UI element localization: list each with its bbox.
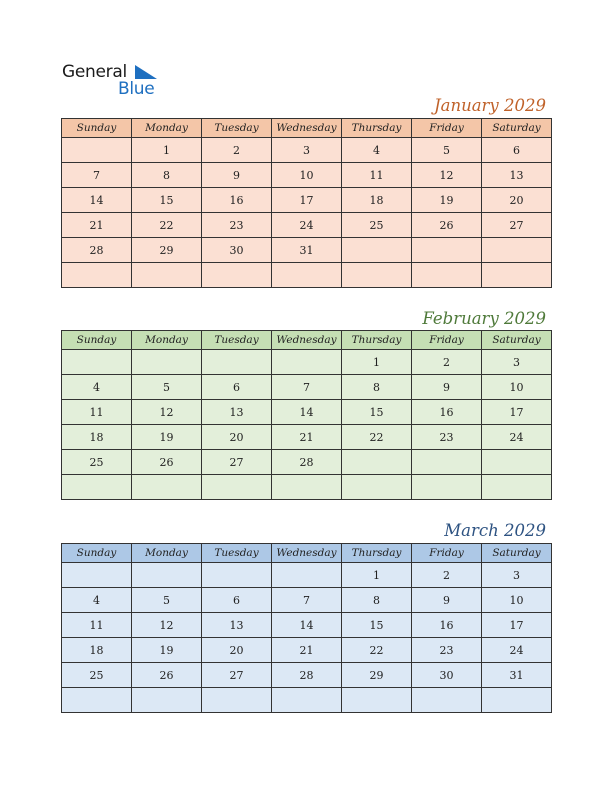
day-cell: 14 <box>272 400 342 425</box>
weekday-header: Sunday <box>62 119 132 138</box>
day-cell: 19 <box>412 188 482 213</box>
day-cell <box>132 475 202 500</box>
day-cell <box>272 263 342 288</box>
day-cell <box>412 263 482 288</box>
day-cell: 1 <box>342 563 412 588</box>
day-cell: 6 <box>482 138 552 163</box>
day-cell <box>202 688 272 713</box>
weekday-header: Saturday <box>482 544 552 563</box>
day-cell: 27 <box>202 663 272 688</box>
day-cell: 1 <box>342 350 412 375</box>
weekday-header: Friday <box>412 119 482 138</box>
day-cell: 22 <box>342 638 412 663</box>
day-cell: 5 <box>132 588 202 613</box>
week-row <box>62 163 552 188</box>
day-cell: 31 <box>272 238 342 263</box>
day-cell: 26 <box>132 450 202 475</box>
day-cell <box>272 563 342 588</box>
day-cell: 14 <box>62 188 132 213</box>
week-row <box>62 375 552 400</box>
weekday-header: Thursday <box>342 544 412 563</box>
day-cell: 10 <box>272 163 342 188</box>
weekday-header: Tuesday <box>202 331 272 350</box>
day-cell: 11 <box>342 163 412 188</box>
day-cell: 12 <box>132 613 202 638</box>
day-cell: 19 <box>132 638 202 663</box>
day-cell: 24 <box>482 425 552 450</box>
weekday-header: Thursday <box>342 119 412 138</box>
day-cell: 16 <box>202 188 272 213</box>
day-cell: 16 <box>412 613 482 638</box>
week-row <box>62 663 552 688</box>
weekday-header-row <box>62 544 552 563</box>
day-cell: 2 <box>412 563 482 588</box>
day-cell <box>62 475 132 500</box>
week-row <box>62 425 552 450</box>
day-cell: 22 <box>342 425 412 450</box>
day-cell: 12 <box>132 400 202 425</box>
weekday-header: Saturday <box>482 119 552 138</box>
day-cell <box>482 688 552 713</box>
weekday-header: Monday <box>132 119 202 138</box>
day-cell: 13 <box>202 613 272 638</box>
day-cell: 8 <box>342 375 412 400</box>
day-cell: 26 <box>412 213 482 238</box>
day-cell: 6 <box>202 375 272 400</box>
day-cell <box>412 238 482 263</box>
weekday-header-row <box>62 331 552 350</box>
day-cell: 12 <box>412 163 482 188</box>
weekday-header: Tuesday <box>202 119 272 138</box>
day-cell <box>272 475 342 500</box>
day-cell <box>482 238 552 263</box>
logo <box>62 62 162 100</box>
day-cell <box>342 475 412 500</box>
day-cell: 20 <box>202 425 272 450</box>
day-cell: 25 <box>62 450 132 475</box>
day-cell: 17 <box>272 188 342 213</box>
day-cell: 15 <box>132 188 202 213</box>
weekday-header: Thursday <box>342 331 412 350</box>
day-cell: 13 <box>482 163 552 188</box>
day-cell: 3 <box>482 350 552 375</box>
day-cell: 18 <box>62 425 132 450</box>
weekday-header-row <box>62 119 552 138</box>
day-cell: 23 <box>412 638 482 663</box>
day-cell <box>412 450 482 475</box>
day-cell: 28 <box>272 450 342 475</box>
logo-text-blue: Blue <box>118 79 155 99</box>
day-cell: 2 <box>412 350 482 375</box>
day-cell: 30 <box>202 238 272 263</box>
day-cell: 10 <box>482 375 552 400</box>
day-cell: 17 <box>482 400 552 425</box>
week-row <box>62 475 552 500</box>
weekday-header: Monday <box>132 331 202 350</box>
day-cell <box>62 350 132 375</box>
day-cell <box>62 688 132 713</box>
day-cell <box>342 688 412 713</box>
week-row <box>62 613 552 638</box>
weekday-header: Wednesday <box>272 119 342 138</box>
day-cell: 21 <box>272 425 342 450</box>
day-cell: 26 <box>132 663 202 688</box>
day-cell: 4 <box>62 588 132 613</box>
day-cell <box>202 350 272 375</box>
day-cell: 29 <box>132 238 202 263</box>
day-cell: 5 <box>412 138 482 163</box>
day-cell: 7 <box>272 375 342 400</box>
day-cell: 11 <box>62 400 132 425</box>
day-cell <box>202 475 272 500</box>
day-cell: 2 <box>202 138 272 163</box>
weekday-header: Tuesday <box>202 544 272 563</box>
day-cell <box>132 688 202 713</box>
day-cell <box>482 450 552 475</box>
day-cell: 7 <box>272 588 342 613</box>
day-cell: 3 <box>482 563 552 588</box>
day-cell: 28 <box>62 238 132 263</box>
day-cell: 19 <box>132 425 202 450</box>
day-cell <box>342 263 412 288</box>
day-cell <box>132 263 202 288</box>
weekday-header: Sunday <box>62 544 132 563</box>
calendar-table <box>61 330 552 500</box>
day-cell: 17 <box>482 613 552 638</box>
day-cell <box>272 688 342 713</box>
weekday-header: Friday <box>412 331 482 350</box>
day-cell: 9 <box>412 375 482 400</box>
day-cell <box>482 475 552 500</box>
day-cell: 15 <box>342 613 412 638</box>
day-cell: 4 <box>62 375 132 400</box>
month-title: January 2029 <box>434 96 546 115</box>
day-cell: 24 <box>482 638 552 663</box>
day-cell: 7 <box>62 163 132 188</box>
day-cell: 8 <box>132 163 202 188</box>
day-cell <box>62 263 132 288</box>
day-cell <box>482 263 552 288</box>
day-cell: 30 <box>412 663 482 688</box>
day-cell <box>202 263 272 288</box>
day-cell: 4 <box>342 138 412 163</box>
week-row <box>62 263 552 288</box>
week-row <box>62 688 552 713</box>
week-row <box>62 450 552 475</box>
week-row <box>62 638 552 663</box>
day-cell: 27 <box>202 450 272 475</box>
day-cell: 25 <box>342 213 412 238</box>
day-cell: 22 <box>132 213 202 238</box>
day-cell: 29 <box>342 663 412 688</box>
calendar-table <box>61 118 552 288</box>
day-cell: 5 <box>132 375 202 400</box>
calendar-table <box>61 543 552 713</box>
day-cell: 23 <box>412 425 482 450</box>
day-cell <box>202 563 272 588</box>
weekday-header: Saturday <box>482 331 552 350</box>
week-row <box>62 400 552 425</box>
day-cell: 1 <box>132 138 202 163</box>
logo-text-general: General <box>62 62 127 82</box>
weekday-header: Friday <box>412 544 482 563</box>
day-cell <box>132 350 202 375</box>
weekday-header: Wednesday <box>272 331 342 350</box>
day-cell: 6 <box>202 588 272 613</box>
day-cell: 9 <box>412 588 482 613</box>
logo-triangle-icon <box>135 65 157 79</box>
month-title: March 2029 <box>444 521 546 540</box>
week-row <box>62 588 552 613</box>
week-row <box>62 138 552 163</box>
week-row <box>62 350 552 375</box>
day-cell <box>272 350 342 375</box>
weekday-header: Sunday <box>62 331 132 350</box>
day-cell <box>342 238 412 263</box>
day-cell <box>132 563 202 588</box>
day-cell: 9 <box>202 163 272 188</box>
week-row <box>62 238 552 263</box>
weekday-header: Wednesday <box>272 544 342 563</box>
day-cell: 31 <box>482 663 552 688</box>
day-cell <box>62 563 132 588</box>
week-row <box>62 563 552 588</box>
day-cell: 3 <box>272 138 342 163</box>
day-cell: 14 <box>272 613 342 638</box>
day-cell: 10 <box>482 588 552 613</box>
day-cell: 18 <box>342 188 412 213</box>
day-cell: 20 <box>482 188 552 213</box>
day-cell: 21 <box>62 213 132 238</box>
day-cell: 20 <box>202 638 272 663</box>
day-cell: 21 <box>272 638 342 663</box>
day-cell: 28 <box>272 663 342 688</box>
day-cell: 16 <box>412 400 482 425</box>
day-cell: 13 <box>202 400 272 425</box>
weekday-header: Monday <box>132 544 202 563</box>
day-cell: 18 <box>62 638 132 663</box>
day-cell <box>412 688 482 713</box>
day-cell: 15 <box>342 400 412 425</box>
day-cell <box>412 475 482 500</box>
day-cell: 27 <box>482 213 552 238</box>
month-title: February 2029 <box>422 309 546 328</box>
day-cell: 25 <box>62 663 132 688</box>
day-cell: 11 <box>62 613 132 638</box>
day-cell <box>62 138 132 163</box>
day-cell: 8 <box>342 588 412 613</box>
day-cell <box>342 450 412 475</box>
day-cell: 24 <box>272 213 342 238</box>
week-row <box>62 213 552 238</box>
week-row <box>62 188 552 213</box>
day-cell: 23 <box>202 213 272 238</box>
